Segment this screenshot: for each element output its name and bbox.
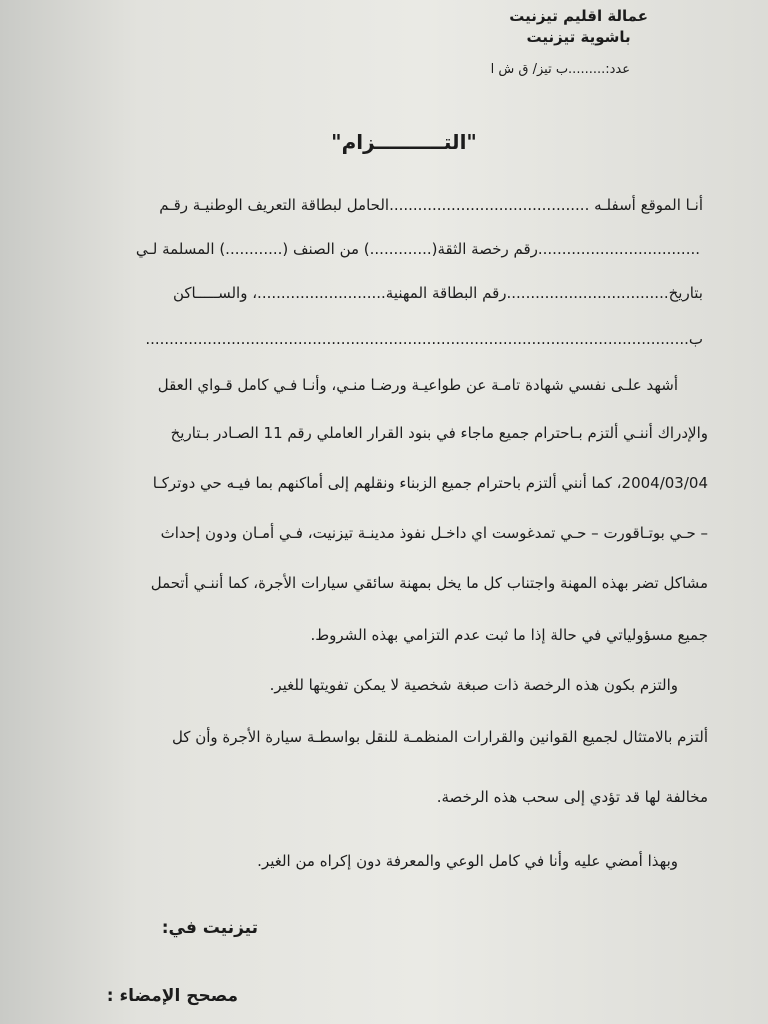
signature-certified: مصحح الإمضاء : [106, 986, 238, 1006]
body-line-4: – حـي بوتـاقورت – حـي تمدغوست اي داخـل نفوذ مدينـة تيزنيت، فـي أمـان ودون إحداث [160, 524, 708, 542]
body-line-5: مشاكل تضر بهذه المهنة واجتناب كل ما يخل بمهنة سائقي سيارات الأجرة، كما أننـي أتحمل [150, 574, 708, 592]
authority-line-1: عمالة اقليم تيزنيت [509, 7, 648, 25]
body-line-2: والإدراك أننـي ألتزم بـاحترام جميع ماجاء في بنود القرار العاملي رقم 11 الصـادر بـتاريخ [170, 424, 708, 442]
field-line-license: ..................................رقم رخصة الثقة(.............) من الصنف (............) المسلمة لـي [135, 240, 700, 258]
signature-place: تيزنيت في: [161, 918, 258, 938]
issuing-authority [509, 6, 648, 48]
body-line-10: وبهذا أمضي عليه وأنا في كامل الوعي والمعرفة دون إكراه من الغير. [257, 852, 678, 870]
body-line-7: والتزم بكون هذه الرخصة ذات صبغة شخصية لا يمكن تفويتها للغير. [269, 676, 678, 694]
body-line-8: ألتزم بالامتثال لجميع القوانين والقرارات المنظمـة للنقل بواسطـة سيارة الأجرة وأن كل [171, 728, 708, 746]
authority-line-2: باشوية تيزنيت [526, 28, 631, 46]
body-line-3: 2004/03/04، كما أنني ألتزم باحترام جميع الزبناء ونقلهم إلى أماكنهم بما فيـه حي دوتركـا [152, 474, 708, 492]
field-line-name: أنـا الموقع أسفلـه ..........................................الحامل لبطاقة التعريف الوطنيـة رقـم [159, 196, 703, 214]
body-line-6: جميع مسؤولياتي في حالة إذا ما ثبت عدم التزامي بهذه الشروط. [310, 626, 708, 644]
body-line-1: أشهد علـى نفسي شهادة تامـة عن طواعيـة ورضـا منـي، وأنـا فـي كامل قـواي العقل [157, 376, 678, 394]
field-line-address: ب.................................................................................................................. [145, 330, 703, 348]
page-title: "التــــــــــزام" [331, 130, 477, 154]
field-line-date: بتاريخ..................................رقم البطاقة المهنية...........................، والســـــاكن [172, 284, 703, 302]
reference-number: عدد:.........ب تيز/ ق ش ا [490, 62, 630, 77]
body-line-9: مخالفة لها قد تؤدي إلى سحب هذه الرخصة. [436, 788, 708, 806]
